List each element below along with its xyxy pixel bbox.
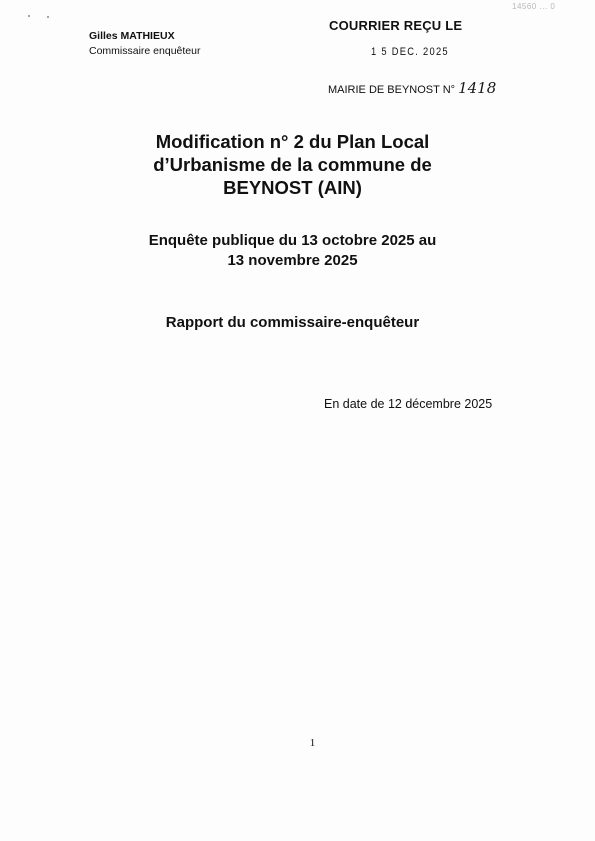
stamp-handwritten-number: 1418 — [458, 79, 497, 97]
title-line-3: BEYNOST (AIN) — [223, 177, 362, 198]
stamp-mairie-label: MAIRIE DE BEYNOST N° — [328, 84, 456, 96]
report-date: En date de 12 décembre 2025 — [324, 397, 493, 411]
page-number: 1 — [309, 737, 316, 749]
title-line-1: Modification n° 2 du Plan Local — [155, 131, 430, 152]
stamp-title: COURRIER REÇU LE — [329, 18, 463, 33]
document-subtitle — [60, 231, 525, 271]
stamp-date: 1 5 DEC. 2025 — [371, 46, 449, 58]
subtitle-line-1: Enquête publique du 13 octobre 2025 au — [148, 232, 437, 249]
subtitle-line-2: 13 novembre 2025 — [227, 252, 358, 269]
author-name: Gilles MATHIEUX — [89, 30, 175, 42]
author-role: Commissaire enquêteur — [89, 45, 201, 57]
title-line-2: d’Urbanisme de la commune de — [153, 154, 432, 175]
report-title: Rapport du commissaire-enquêteur — [165, 314, 420, 331]
scan-speck — [28, 15, 30, 17]
scan-corner-mark: 14560 ... 0 — [512, 2, 556, 11]
scan-speck — [47, 16, 49, 18]
document-title — [60, 130, 525, 199]
stamp-mairie — [328, 79, 496, 97]
